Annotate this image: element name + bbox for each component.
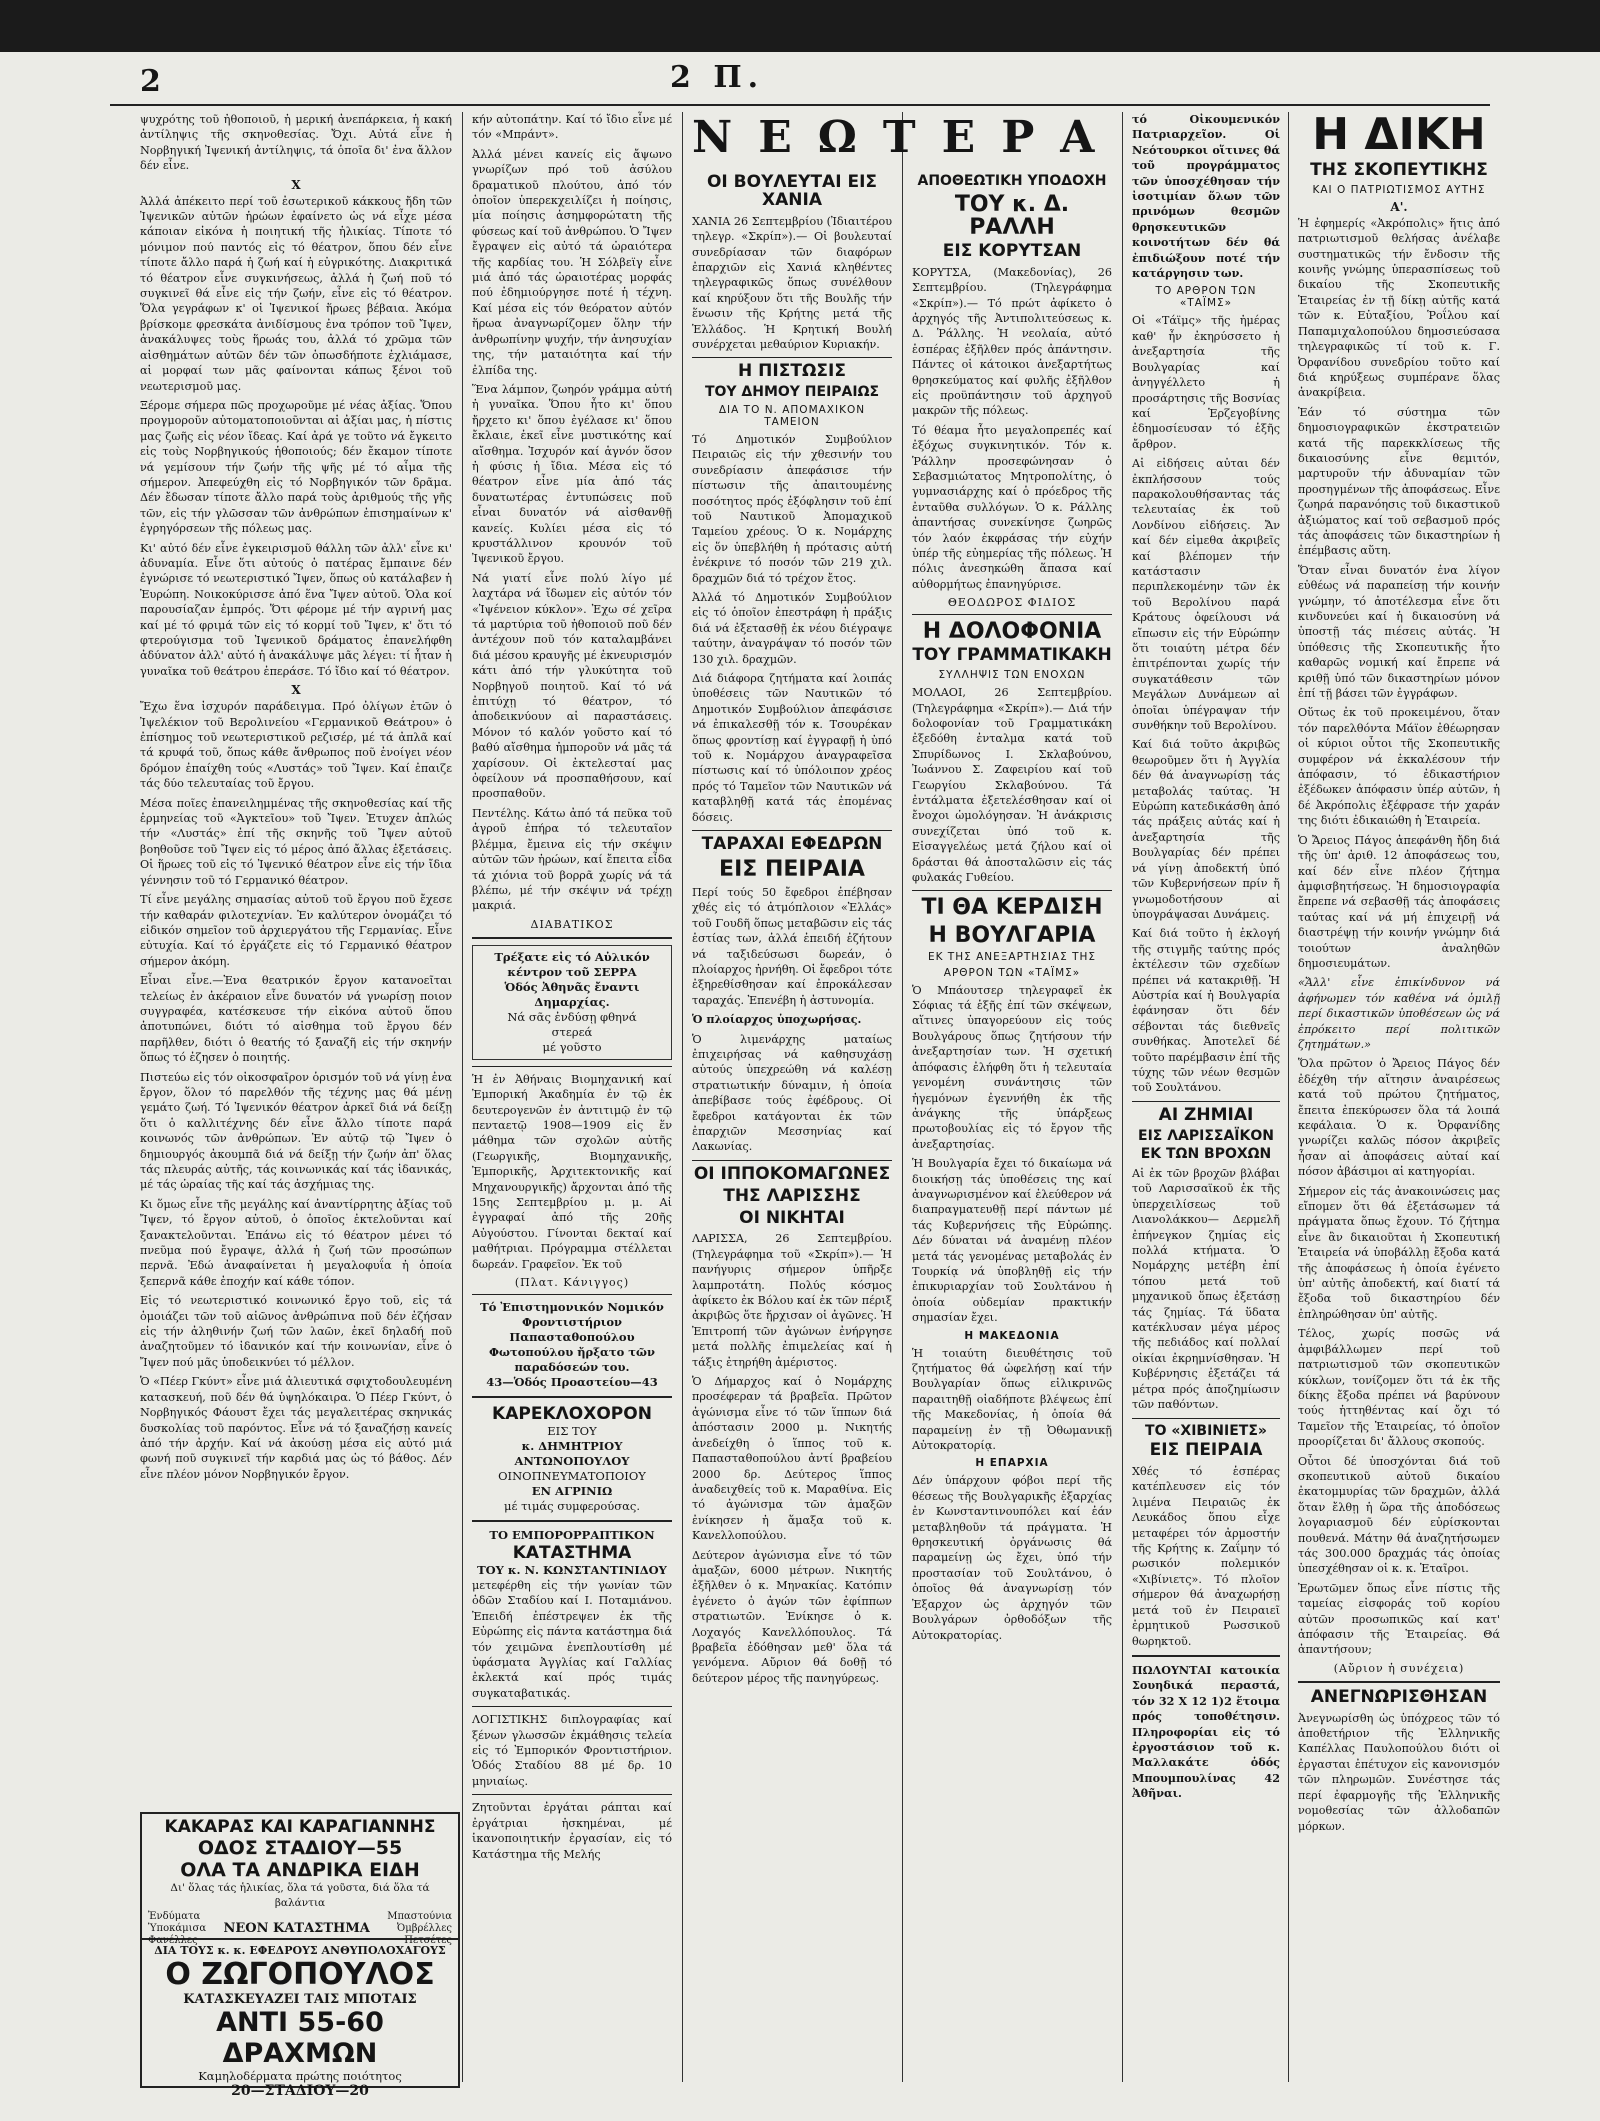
divider <box>692 1160 892 1161</box>
headline: ΤΗΣ ΣΚΟΠΕΥΤΙΚΗΣ <box>1310 160 1488 180</box>
ad-line: Ὁδός Ἀθηνᾶς ἔναντι Δημαρχίας. <box>504 979 640 1009</box>
divider <box>472 1294 672 1295</box>
ad-line: Καμηλοδέρματα πρώτης ποιότητος <box>198 2069 402 2083</box>
ad-line: ΟΙΝΟΠΝΕΥΜΑΤΟΠΟΙΟΥ <box>498 1469 646 1483</box>
ad-line: Νά σᾶς ἐνδύσῃ φθηνά <box>507 1009 637 1024</box>
paragraph: Πιστεύω εἰς τόν οἰκοσφαῖρον ὁρισμόν τοῦ νά γίνῃ ἐνα ἔργον, ὅλον τό παρελθόν τῆς τέχνης μας θά μένῃ γεμάτο ζωή. Τό Ἰψενικόν θέατρον ἀρκεῖ διά νά δείξῃ ὅτι ὁ καλλιτέχνης δέν εἶνε ἄλλο τίποτε παρά κοινωνός τῶν ἀνθρώπων. Ἐν αὐτῷ τῷ Ἴψεν ὁ δημιουργός ἀκουμπᾶ διά νά δείξῃ τήν ζωήν ἀπ' ὅλας τάς πλευράς αὐτῆς, τάς κοινωνικάς καί τάς ἰδανικάς, μέ τάς ὡραίας τῆς καί τάς ἀσχήμιας της. <box>140 1070 452 1192</box>
ad-new-store: ΝΕΟΝ ΚΑΤΑΣΤΗΜΑ <box>223 1921 370 1936</box>
paragraph: Ὁ Δήμαρχος καί ὁ Νομάρχης προσέφεραν τά βραβεῖα. Πρῶτον ἀγώνισμα εἶνε τό τῶν ἵππων διά ἀπόστασιν 2000 μ. Νικητής ἀνεδείχθη ὁ ἵππος τοῦ κ. Παπασταθοπούλου ἀντί βραβείου 2000 δρ. Δεύτερος ἵππος ἀναδειχθείς τοῦ κ. Μαραθίνα. Εἰς τό ἀγώνισμα τῶν ἁμαξῶν ἐνίκησεν ἡ ἅμαξα τοῦ κ. Κανελλοπούλου. <box>692 1375 892 1543</box>
paragraph: κήν αὐτοπάτην. Καί τό ἴδιο εἶνε μέ τόν «Μπράντ». <box>472 113 672 142</box>
headline: Η ΠΙΣΤΩΣΙΣ <box>738 361 846 382</box>
paragraph: Οὕτως ἐκ τοῦ προκειμένου, ὅταν τόν παρελθόντα Μάϊον ἐθέωρησαν οἱ κύριοι οὗτοι τῆς Σκοπευτικῆς συμφέρον νά ἐκκαλέσουν τήν ἀπόφασιν, τό ἐδικαστήριον ἐξέδωκεν ἀπόφασιν ὑπέρ αὐτῶν, ἡ δέ Ἀκρόπολις ἐξέφρασε τήν χαράν της διότι ἐδικαιώθη ἡ Ἑταιρεία. <box>1298 706 1500 828</box>
paragraph: Πεντέλης. Κάτω ἀπό τά πεῦκα τοῦ ἀγροῦ ἐπήρα τό τελευταῖον βλέμμα, ἔμεινα εἰς τήν σκέψιν αὐτῶν τῶν ἡρώων, καί ἔπειτα εἶδα τά χιόνια τοῦ βορρᾶ χωρίς νά τά βλέπω, μέ τήν σκέψιν νά τρέχῃ μακριά. <box>472 806 672 913</box>
column-3-news <box>692 170 892 2082</box>
paragraph: Ἀλλά ἀπέκειτο περί τοῦ ἐσωτερικοῦ κάκκους ἤδη τῶν Ἰψενικῶν αὐτῶν ἡρώων ἐφαίνετο ὡς νά εἶχε μέσα κάποιαν εἰκόνα ἡ ποιητική τῆς ἡλικίας. Τίποτε τό μόνιμον πού παντός εἰς τό θέατρον, ὅπου δέν εἶνε τίποτε ἄλλο παρά ἡ ζωή καί ἡ εὐγρικότης. Διακριτικά τό θέατρον εἶνε συγκινήσεως, ἀλλά ἡ ζωή ποῦ τό συγκινεῖ θά εἶνε εἰς τήν ζωήν, εἶνε εἰς τό θέατρον. Ὅλα γεγράφων κ' οἱ Ἰψενικοί ἥρωες βέβαια. Ἀκόμα βρίσκομε φρεσκάτα ἀνιδίσμους ἐνα τρόπον τοῦ Ἴψεν, ἀνακάλυψες τοὺς ἥρωάς του, ἀλλά τό χρῶμα τῶν αἰσθημάτων αὐτῶν δέν τῶν ὁπωσδήποτε ἐχλιάμασε, αἱ μορφαί των μᾶς φαίνονται κάπως ξένοι τοῦ νεωτερισμοῦ μας. <box>140 194 452 393</box>
headline: ΟΙ ΒΟΥΛΕΥΤΑΙ ΕΙΣ ΧΑΝΙΑ <box>706 172 878 210</box>
paragraph: Ὁ πλοίαρχος ὑποχωρήσας. <box>692 1012 862 1027</box>
paragraph: Οὗτοι δέ ὑποσχόνται διά τοῦ σκοπευτικοῦ αὐτοῦ δικαίου ἐκατομμυρίας τῶν δραχμῶν, ἀλλά ὅταν ἔλθῃ ἡ ὥρα τῆς ἀποδόσεως λογαριασμοῦ δέν εὑρίσκονται πουθενά. Μάτην θά ἀναζητήσωμεν τάς 300.000 δραχμάς τάς ὁποίας ὑπεσχέθησαν οἱ κ. κ. Ἑταῖροι. <box>1298 1454 1500 1576</box>
paragraph: Περί τούς 50 ἔφεδροι ἐπέβησαν χθές εἰς τό ἀτμόπλοιον «Ἑλλάς» τοῦ Γουδῆ ὅπως μεταβῶσιν εἰς τάς ἑστίας των, ἀλλά ἐπειδή ἐζήτουν νά ταξιδεύσωσι δωρεάν, ὁ πλοίαρχος ἠρνήθη. Οἱ ἔφεδροι τότε ἐξηρεθίσθησαν καί ἐπροκάλεσαν ταραχάς. Ἐπενέβη ἡ ἀστυνομία. <box>692 885 893 1007</box>
paragraph: Ὁ Ἄρειος Πάγος ἀπεφάνθη ἤδη διά τῆς ὑπ' ἀριθ. 12 ἀποφάσεως του, καί δέν εἶνε πλέον ζήτημα ἀμφισβητήσεως. Ἡ δημοσιογραφία ἔπρεπε νά σεβασθῇ τάς ἀποφάσεις ταύτας καί νά μή ἐπιχειρῇ νά διαστρέψῃ τήν κοινήν γνώμην διά τοιούτων ἀναληθῶν δημοσιευμάτων. <box>1298 833 1500 970</box>
column-rule <box>1288 112 1289 2082</box>
divider <box>1132 1655 1280 1657</box>
academy-notice: Ἡ ἐν Ἀθήναις Βιομηχανική καί Ἐμπορική Ἀκαδημία ἐν τῷ ἐκ δευτερογενῶν ἐν ἀντιτιμῷ ἐν τῷ πενταετῷ 1908—1909 εἰς ἕν μάθημα τῶν σχολῶν αὐτῆς (Γεωργικῆς, Βιομηχανικῆς, Ἐμπορικῆς, Ἀρχιτεκτονικῆς καί Μηχανουργικῆς) ἄρχονται ἀπό τῆς 15ης Σεπτεμβρίου μ. μ. Αἱ ἐγγραφαί ἀπό τῆς 20ῆς Αὐγούστου. Γίνονται δεκταί καί μαθήτριαι. Πρόγραμμα στέλλεται δωρεάν. Γραφεῖον. Ἐκ τοῦ <box>472 1072 672 1271</box>
paragraph: ΧΑΝΙΑ 26 Σεπτεμβρίου (Ἰδιαιτέρου τηλεγρ. «Σκρίπ»).— Οἱ βουλευταί συνεδρίασαν τῶν διαφόρων ἐπαρχιῶν εἰς Χανιά κληθέντες τηλεγραφικῶς ὅπως συνέλθουν καί κηρύξουν ὅτι τῆς Βουλῆς τήν ἕνωσιν τῆς Κρήτης μετά τῆς Ἑλλάδος. Ἡ Κρητική Βουλή συνέρχεται μεθαύριον Κυριακήν. <box>692 214 892 351</box>
ad-title: ΚΑΡΕΚΛΟΧΟΡΟΝ <box>492 1404 652 1424</box>
paragraph: Ὁ Μπάουτσερ τηλεγραφεῖ ἐκ Σόφιας τά ἑξῆς ἐπί τῶν σκέψεων, αἵτινες ὑπαγορεύουν εἰς τούς Βουλγάρους ὅπως ζητήσουν τήν ἀνεξαρτησίαν των. Ἡ σχετική ἀπόφασις ἐλήφθη ὅτι ἡ τελευταία γενομένη συνάντησις τῶν ἡγεμόνων ἐγεννήθη ἐκ τῆς ἀνάγκης τῆς ὑπάρξεως πρωτοβουλίας εἰς τό ἔργον τῆς ἀνεξαρτησίας. <box>912 983 1112 1151</box>
headline: ΕΙΣ ΛΑΡΙΣΣΑΪΚΟΝ <box>1138 1127 1274 1144</box>
subheadline: ΑΡΘΡΟΝ ΤΩΝ «ΤΑΪΜΣ» <box>943 966 1081 979</box>
ad-line: ΔΙΑ ΤΟΥΣ κ. κ. ΕΦΕΔΡΟΥΣ ΑΝΘΥΠΟΛΟΧΑΓΟΥΣ <box>154 1944 446 1957</box>
quotation: «Ἄλλ' εἶνε ἐπικίνδυνον νά ἀφήνωμεν τόν καθένα νά ὁμιλῇ περί δικαστικῶν ὑποθέσεων ὡς νά ἐπρόκειτο περί πολιτικῶν ζητημάτων.» <box>1298 976 1500 1051</box>
neotera-banner: ΝΕΩΤΕΡΑ <box>692 112 1121 163</box>
correspondent-signature: ΘΕΟΔΩΡΟΣ ΦΙΔΙΟΣ <box>947 596 1077 610</box>
divider <box>472 1706 672 1707</box>
ad-line: στερεά <box>551 1024 593 1039</box>
divider <box>692 830 892 831</box>
paragraph: Ὁ λιμενάρχης ματαίως ἐπιχειρήσας νά καθησυχάσῃ αὐτούς ὑπεχρεώθη νά καλέσῃ στρατιωτικήν δύναμιν, ἡ ὁποία ἀπεβίβασε τούς ἐφέδρους. Οἱ ἔφεδροι κατάγονται ἐκ τῶν ἐπαρχιῶν Μεσσηνίας καί Λακωνίας. <box>692 1032 892 1154</box>
ad-line: ΤΟ ΕΜΠΟΡΟΡΡΑΠΤΙΚΟΝ <box>489 1528 655 1542</box>
ad-item: Ἐνδύματα <box>148 1911 201 1922</box>
accounting-notice: ΛΟΓΙΣΤΙΚΗΣ διπλογραφίας καί ξένων γλωσσῶν ἐκμάθησις τελεία εἰς τό Ἐμπορικόν Φροντιστήριον. Ὁδός Σταδίου 88 μέ δρ. 10 μηνιαίως. <box>472 1713 672 1788</box>
divider <box>1132 1418 1280 1419</box>
paragraph: Ὅταν εἶναι δυνατόν ἐνα λίγον εὐθέως νά παραπείσῃ τήν κοινήν γνώμην, τό ἀποτέλεσμα εἶνε ὅτι κινδυνεύει καί ἡ δικαιοσύνη νά ὑποστῇ τάς πιέσεις αὐτάς. Ἡ ὑπόθεσις τῆς Σκοπευτικῆς ἦτο καθαρῶς νομική καί ἔπρεπε νά κριθῇ ὑπό τῶν δικαστηρίων μόνον ἐπί τῇ βάσει τῶν ἐγγράφων. <box>1298 563 1500 701</box>
ad-brand: Ο ΖΩΓΟΠΟΥΛΟΣ <box>165 1957 435 1992</box>
paragraph: Ἐάν τό σύστημα τῶν δημοσιογραφικῶν ἐκστρατειῶν κατά τῆς παρεκκλίσεως τῆς δικαιοσύνης εἶνε θεμιτόν, μαρτυροῦν τήν ἀδυναμίαν τῶν προσηγμένων τῆς ἀποφάσεως. Εἶνε ζωηρά παρανόησις τοῦ δικαστικοῦ ἀξιώματος καί τοῦ σεβασμοῦ πρός τάς ἀποφάσεις τῶν δικαστηρίων ἡ ἐπέμβασις αὕτη. <box>1298 405 1500 558</box>
paragraph: Εἰς τό νεωτεριστικό κοινωνικό ἔργο τοῦ, εἰς τά ὁμοιάζει τῶν τοῦ αἰῶνος ἀνθρώπινα ποῦ δέν ἐζήσαν εἰς τήν ἀληθινήν ζωή τῶν λαῶν, ἐκεῖ δηλαδή ποῦ ἀναζητοῦμεν τό ἰδανικόν καί τήν κοινωνίαν, εἶνε ὁ Ἴψεν πού μᾶς ὑποδεικνύει τό μέλλον. <box>140 1294 452 1369</box>
subheadline: Η ΕΠΑΡΧΙΑ <box>975 1457 1049 1470</box>
headline: ΤΗΣ ΛΑΡΙΣΣΗΣ <box>723 1185 861 1206</box>
divider <box>1298 1681 1500 1683</box>
paragraph: Ἡ ἐφημερίς «Ἀκρόπολις» ἥτις ἀπό πατριωτισμοῦ θελήσας ἀνέλαβε συστηματικῶς τήν ἔνδοσιν τῆς κοινῆς γνώμης ὑπερασπίσεως τοῦ δικαίου τῆς Σκοπευτικῆς Ἑταιρείας ἐν τῇ δίκῃ αὐτῆς κατά τῶν κ. Εὐταξίου, Ῥοΐλου καί Παπαμιχαλοπούλου δημοσιεύσασα τηλεγραφικῶς τί τοῦ κ. Γ. Ὀρφανίδου συνεδρίου τοῦτο καί διά κηρύξεως συμπέρανε ὅλας ἀνακρίβεια. <box>1298 216 1500 400</box>
paragraph: Οἱ «Τάϊμς» τῆς ἡμέρας καθ' ἦν ἐκηρύσσετο ἡ ἀνεξαρτησία τῆς Βουλγαρίας καί ἀνηγγέλλετο ἡ προσάρτησις τῆς Βοσνίας καί Ἑρζεγοβίνης ἐδημοσίευσαν τό ἑξῆς ἄρθρον. <box>1132 314 1280 451</box>
paragraph: Ἀλλά τό Δημοτικόν Συμβούλιον εἰς τό ὁποῖον ἐπεστράφη ἡ πράξις διά νά ἐξετασθῇ ἐκ νέου διέγραψε ταύτην, ἀναγράψαν τό ποσόν τῶν 130 χιλ. δραχμῶν. <box>692 590 892 666</box>
headline: ΤΟΥ ΓΡΑΜΜΑΤΙΚΑΚΗ <box>912 645 1112 666</box>
paragraph: Ἀλλά μένει κανείς εἰς ἄψωνο γνωρίζων πρό τοῦ ἀσύλου δραματικοῦ πλούτου, ἀπό τόν ὁποῖον ὑπερεκχειλίζει ἡ ποίησις, μία ποίησις ἀσημφορώτατη τῆς φύσεως καί τοῦ ἀνθρώπου. Ὁ Ἴψεν ἔγραψεν εἰς αὐτό τά ὡραιότερα τῆς καρδίας του. Ἡ Σόλβεϊγ εἶνε μιά ἀπό τάς ὡραιοτέρας μορφάς πού ἐδημιούργησε ποτέ ἡ τέχνη. Καί μέσα εἰς τόν θεόρατον αὐτόν ἥρωα ἀναγνωρίζομεν ὅλην τήν ἀνθρωπίνην ψυχήν, τήν ἀνησυχίαν της, τήν ματαιότητα καί τήν ἐλπίδα της. <box>472 147 672 377</box>
classified-ad: ΠΩΛΟΥΝΤΑΙ κατοικία Σουηδικά περαστά, τόν 32 Χ 12 1)2 ἕτοιμα πρός τοποθέτησιν. Πληροφορίαι εἰς τό ἐργοστάσιον τοῦ κ. Μαλλακάτε ὁδός Μπουμπουλίνας 42 Ἀθῆναι. <box>1132 1662 1280 1801</box>
divider <box>472 1066 672 1067</box>
column-rule <box>462 112 463 2082</box>
paragraph: Αἱ εἰδήσεις αὐται δέν ἐκπλήσσουν τούς παρακολουθήσαντας τάς τελευταίας ἐκ τοῦ Λονδίνου εἰδήσεις. Ἄν καί δέν εἰμεθα ἀκριβεῖς καί βλέπομεν τήν κατάστασιν περιπλεκομένην τῶν ἐκ τοῦ Βερολίνου παρά Κράτους ὀφείλουσι νά εἴπωσιν εἰς τήν Εὐρώπην ὅτι τοιαύτη μέτρα δέν ἐπιτρέπονται χωρίς τήν συγκατάθεσιν τῶν Μεγάλων Δυνάμεων αἱ ὁποῖαι ὑπέγραψαν τήν συνθήκην τοῦ Βερολίνου. <box>1132 457 1280 733</box>
ad-price: ΑΝΤΙ 55-60 ΔΡΑΧΜΩΝ <box>216 2007 384 2069</box>
masthead-mark: 2 Π. <box>670 60 765 95</box>
paragraph: Τέλος, χωρίς ποσῶς νά ἀμφιβάλλωμεν περί τοῦ πατριωτισμοῦ τῶν σκοπευτικῶν κύκλων, τονίζομεν ὅτι τά ἐκ τῆς δίκης ἔξοδα πρέπει νά βαρύνουν τούς ἡττηθέντας καί ὄχι τό Ταμεῖον τῆς Ἑταιρείας, τό ὁποῖον προορίζεται δι' ἄλλους σκοπούς. <box>1298 1327 1500 1449</box>
divider <box>1132 1101 1280 1102</box>
paragraph: Διά διάφορα ζητήματα καί λοιπάς ὑποθέσεις τῶν Ναυτικῶν τό Δημοτικόν Συμβούλιον ἀπεφάσισε νά ἐπικαλεσθῇ τόν κ. Τσουρέκαν ὅπως φροντίσῃ καί ἐγγραφῇ ἡ ὑπό τοῦ κ. Νομάρχου ἀναγραφεῖσα πίστωσις καί τό ὑπόλοιπον χρέος πρός τό Ταμεῖον τῶν Ναυτικῶν νά καταβληθῇ κατά τάς ἐπομένας δόσεις. <box>692 671 892 824</box>
ad-address: ΟΔΟΣ ΣΤΑΔΙΟΥ—55 <box>197 1837 403 1859</box>
ad-slogan: ΟΛΑ ΤΑ ΑΝΔΡΙΚΑ ΕΙΔΗ <box>180 1859 420 1881</box>
paragraph: ΜΟΛΑΟΙ, 26 Σεπτεμβρίου. (Τηλεγράφημα «Σκρίπ»).— Διά τήν δολοφονίαν τοῦ Γραμματικάκη ἐξεδόθη ἐνταλμα κατά τοῦ Σπυρίδωνος Ι. Σκλαβούνου, Ἰωάννου Σ. Ζαφειρίου καί τοῦ Γεωργίου Σκλαβούνου. Τά ἐντάλματα ἐξετελέσθησαν καί οἱ ἔνοχοι ὡμολόγησαν. Ἡ ἀνάκρισις συνεχίζεται ὑπό τοῦ κ. Εἰσαγγελέως μετά ζήλου καί οἱ δράσται θά ἀποσταλῶσιν εἰς τάς φυλακάς Γυθείου. <box>912 686 1112 885</box>
ad-item: Πετσέτες <box>404 1935 452 1946</box>
headline: ΑΝΕΓΝΩΡΙΣΘΗΣΑΝ <box>1310 1686 1488 1707</box>
paragraph: Εἶναι εἶνε.—Ἑνα θεατρικόν ἔργον κατανοεῖται τελείως ἐν ἀκέραιον εἶνε δυνατόν νά γνωρίσῃ ποιον συγγραφέα, κατέσκευσε τήν εἰκόνα αὐτοῦ ὅπου ἀποτυπώνει, διότι τό αἰσθημα τοῦ ἔργου δέν παρῆλθεν, διότι ὁ θεατής τό ξαναζῆ εἰς τήν σκηνήν ὅπως τό ἐζησεν ὁ ποιητής. <box>140 974 452 1065</box>
headline-trial: Η ΔΙΚΗ <box>1312 109 1486 160</box>
ad-line: ΚΑΤΑΣΚΕΥΑΖΕΙ ΤΑΙΣ ΜΠΟΤΑΙΣ <box>183 1992 417 2007</box>
headline: ΤΙ ΘΑ ΚΕΡΔΙΣΗ <box>921 895 1103 921</box>
ad-line: ΤΟΥ κ. Ν. ΚΩΝΣΤΑΝΤΙΝΙΔΟΥ <box>477 1563 667 1577</box>
ad-item: Φανέλλες <box>148 1935 198 1946</box>
headline: Η ΒΟΥΛΓΑΡΙΑ <box>928 922 1096 948</box>
headline: ΤΟ «ΧΙΒΙΝΙΕΤΣ» <box>1145 1422 1267 1439</box>
ad-line: ΕΝ ΑΓΡΙΝΙΩ <box>531 1484 613 1498</box>
subheadline: ΚΑΙ Ο ΠΑΤΡΙΩΤΙΣΜΟΣ ΑΥΤΗΣ <box>1312 183 1486 196</box>
divider <box>692 357 892 358</box>
headline: ΕΙΣ ΚΟΡΥΤΣΑΝ <box>942 240 1082 261</box>
tutoring-notice: Τό Ἐπιστημονικόν Νομικόν Φροντιστήριον Παπασταθοπούλου Φωτοπούλου ἤρξατο τῶν παραδόσεών του. <box>480 1300 664 1374</box>
continuation-note: (Αὔριον ἡ συνέχεια) <box>1333 1661 1465 1675</box>
headline: ΑΠΟΘΕΩΤΙΚΗ ΥΠΟΔΟΧΗ <box>917 173 1107 189</box>
paragraph: Ἀνεγνωρίσθη ὡς ὑπόχρεος τῶν τό ἀποθετήριον τῆς Ἑλληνικῆς Καπέλλας Παυλοπούλου διότι οἱ ἐργασται ἐπέτυχον εἰς κανονισμόν τῶν πληρωμῶν. Συνέστησε τάς περί ἐφαρμογῆς τῆς Ἑλληνικῆς νομοθεσίας τῶν ἀλλοδαπῶν μόρκων. <box>1298 1711 1500 1833</box>
ad-line: Δι' ὅλας τάς ἡλικίας, ὅλα τά γοῦστα, διά ὅλα τά βαλάντια <box>170 1882 430 1909</box>
column-1-ibsen-article <box>140 112 452 1802</box>
column-rule <box>682 112 683 2082</box>
subheadline: ΤΟ ΑΡΘΡΟΝ ΤΩΝ «ΤΑΪΜΣ» <box>1155 285 1257 310</box>
divider <box>472 1396 672 1398</box>
subheadline: Η ΜΑΚΕΔΟΝΙΑ <box>964 1329 1060 1342</box>
paragraph: Σήμερον εἰς τάς ἀνακοινώσεις μας εἴπομεν ὅτι θά ἐξετάσωμεν τά πράγματα ὅπως ἔχουν. Τό ζήτημα εἶνε ἂν δικαιοῦται ἡ Σκοπευτική Ἑταιρεία νά ὑποβάλλῃ ἔξοδα κατά τῆς ἀποφάσεως ἡ ὁποία ἐγένετο ὑπ' αὐτῆς ἀποδεκτή, καί διατί τά ἔξοδα τοῦ δικαστηρίου δέν ἐπληρώθησαν ὑπ' αὐτῆς. <box>1298 1184 1500 1321</box>
headline: ΑΙ ΖΗΜΙΑΙ <box>1158 1104 1254 1125</box>
ad-address: 20—ΣΤΑΔΙΟΥ—20 <box>231 2083 369 2099</box>
paragraph: Ἡ τοιαύτη διευθέτησις τοῦ ζητήματος θά ὠφελήσῃ καί τήν Βουλγαρίαν ὅπως εἰλικρινῶς παραιτηθῇ οἱαδήποτε βλέψεως ἐπί τῆς Μακεδονίας, ἡ ὁποία θά παραμείνῃ ἐν τῇ Ὀθωμανικῇ Αὐτοκρατορίᾳ. <box>912 1346 1112 1453</box>
ad-title: ΚΑΤΑΣΤΗΜΑ <box>512 1543 632 1563</box>
paragraph: Δέν ὑπάρχουν φόβοι περί τῆς θέσεως τῆς Βουλγαρικῆς ἐξαρχίας ἐν Κωνσταντινουπόλει καί ἐάν μεταβληθοῦν τά πράγματα. Ἡ θρησκευτική ὀργάνωσις θά παραμείνῃ ὡς ἔχει, ὑπό τήν προστασίαν τοῦ Σουλτάνου, ὁ ὁποῖος θά ἀναγνωρίσῃ τόν Ἐξαρχον ὡς ἀρχηγόν τῶν Βουλγάρων ὀρθοδόξων τῆς Αὐτοκρατορίας. <box>912 1474 1112 1642</box>
paragraph: Τό Δημοτικόν Συμβούλιον Πειραιῶς εἰς τήν χθεσινήν του συνεδρίασιν ἀπεφάσισε τήν πίστωσιν τῆς ἀπαιτουμένης ποσότητος πρός ἐξόφλησιν τοῦ ἐπί τοῦ Ναυτικοῦ Ἀπομαχικοῦ Ταμείου χρέους. Ὁ κ. Νομάρχης εἰς ὅν ὑπεβλήθη ἡ πρότασις αὐτή ἐνέκρινε τό ποσόν τῶν 219 χιλ. δραχμῶν διά τό τρέχον ἔτος. <box>692 432 892 585</box>
ad-line: ΕΙΣ ΤΟΥ <box>547 1424 597 1438</box>
ad-line: κ. ΔΗΜΗΤΡΙΟΥ ΑΝΤΩΝΟΠΟΥΛΟΥ <box>514 1439 630 1468</box>
tutoring-address: 43—Ὁδός Προαστείου—43 <box>486 1375 658 1389</box>
ad-item: Ὑποκάμισα <box>148 1923 207 1934</box>
ad-item: Ὀμβρέλλες <box>397 1923 452 1934</box>
paragraph: Ἐρωτῶμεν ὅπως εἶνε πίστις τῆς ταμείας εἰσφοράς τοῦ κορίου αὐτῶν προσωπικῶς καί κατ' ἀπόφασιν τῆς Ἑταιρείας. Θά ἀπαντήσουν; <box>1298 1581 1500 1657</box>
column-rule <box>1122 112 1123 2082</box>
headline: ΕΙΣ ΠΕΙΡΑΙΑ <box>719 856 865 882</box>
paragraph: Κι ὅμως εἶνε τῆς μεγάλης καί ἀναντίρρητης ἀξίας τοῦ Ἴψεν, τό ἔργον αὐτοῦ, ὁ ὁποῖος ἐκτελοῦνται καί ξανακτελοῦνται. Ἐπάνω εἰς τό θέατρον μένει τό πνεῦμα πού ἔγραψε, ἀλλά ἡ ζωή τῶν προσώπων περνᾶ. Ἐδώ ἀναφαίνεται ἡ μεγαλοφυΐα ἡ ὁποία ξεπερνᾶ κάθε ἐποχήν καί κάθε τόπον. <box>140 1197 452 1288</box>
headline: ΤΟΥ κ. Δ. ΡΑΛΛΗ <box>954 191 1070 240</box>
paragraph: Ἡ Βουλγαρία ἔχει τό δικαίωμα νά διοικήσῃ τάς ὑποθέσεις της καί ἀναγνωρισμένον καί ἐλεύθερον νά διαπραγματευθῇ περί πάντων μέ τάς Κυβερνήσεις τῆς Εὐρώπης. Δέν δύναται νά ἀναμένῃ πλέον μετά τάς γενομένας μεταβολάς ἐν Τουρκίᾳ νά ὑποβληθῇ εἰς τήν ἐπικυριαρχίαν τοῦ Σουλτάνου ἡ ὁποία οὐδεμίαν πρακτικήν σημασίαν ἔχει. <box>912 1157 1112 1325</box>
headline: ΤΑΡΑΧΑΙ ΕΦΕΔΡΩΝ <box>701 834 883 855</box>
paragraph: ΚΟΡΥΤΣΑ, (Μακεδονίας), 26 Σεπτεμβρίου. (Τηλεγράφημα «Σκρίπ»).— Τό πρώτ ἀφίκετο ὁ ἀρχηγός τῆς Ἀντιπολιτεύσεως κ. Δ. Ῥάλλης. Ἡ νεολαία, αὐτό ἑσπέρας ἐξῆλθεν πρός ἀπάντησιν. Πάντες οἱ κάτοικοι ἀνεξαρτήτως θρησκεύματος καί φυλῆς ἐξῆλθον εἰς προϋπάντησιν τοῦ ἀρχηγοῦ μακρῶν τῆς πόλεως. <box>912 265 1112 418</box>
paragraph: Ξέρομε σήμερα πῶς προχωροῦμε μέ νέας ἀξίας. Ὅπου προγμοροῦν αὐτοματοποιοῦνται αἱ ἀξίαι μας, ἡ πίστις μας ζωῆς εἰς νέον ἴδεας. Καί ἀρά γε τοῦτο νά ἔγκειτο εἰς τοὺς Νορβηγικούς ἡθοποιούς; δέν ἔκαμον τίποτε νά γεμίσουν τήν ζωήν τῆς ψῆς μέ τό αἷμα τῆς σήμερον. Ἀπεφεύχθη εἰς τό Νορβηγικόν τῶν δρᾶμα. Δέν ἔδωσαν τίποτε ἄλλο παρά τοὺς ἀριθμούς τῆς γῆς τῶν, εἰς τήν γλῶσσαν τῶν ἀνθρώπων ἐπισημαίνων κ' ἐγρηγόρσεων τῆς πόλεως μας. <box>140 398 452 536</box>
paragraph: Χθές τό ἑσπέρας κατέπλευσεν εἰς τόν λιμένα Πειραιῶς ἐκ Λευκάδος ὅπου εἶχε μεταφέρει τόν ἀρμοστήν τῆς Κρήτης κ. Ζαΐμην τό ρωσικόν πολεμικόν «Χιβίνιετς». Τό πλοῖον σήμερον θά ἀναχωρήσῃ μετά τοῦ ἐν Πειραιεῖ ἐρμητικοῦ Ρωσσικοῦ θωρηκτοῦ. <box>1132 1465 1280 1648</box>
notice-signature: (Πλατ. Κάνιγγος) <box>514 1276 630 1289</box>
headline: ΟΙ ΙΠΠΟΚΟΜΑΓΩΝΕΣ <box>693 1163 891 1184</box>
column-5-news <box>1132 112 1280 2082</box>
divider <box>472 1794 672 1795</box>
paragraph: Κι' αὐτό δέν εἶνε ἐγκειρισμοῦ θάλλη τῶν ἀλλ' εἶνε κι' ἀδυναμία. Εἶνε ὅτι αὐτούς ὁ πατέρας ἔμπαινε δέν ἐγνώρισε τό νεωτεριστικό Ἴψεν, ὅπως οὐ κατάλαβεν ἡ Ἐυρώπη. Νοικοκύρισσε ἀπό ἕνα Ἴψεν αὐτοῦ. Ὁλα κοί παρουσίαζαν ἐμπρός. Ὅτι φέρομε μέ τήν αγρινή μας καί μέ τό φριμά τῶν εἰς τό κορμί τοῦ Ἴψεν, κ' ὅτι τό φτερούγισμα τοῦ Ἰψενικοῦ δράματος ἐπανελήφθη ἀδύνατον ἀλλ' αὐτό ἡ ἀνακάλυψε μᾶς λέγει: τί ἦταν ἡ γυναῖκα τοῦ θεάτρου ἐπεράσε. Τό ἴδιο καί τό θέατρον. <box>140 541 452 678</box>
paragraph: Τί εἶνε μεγάλης σημασίας αὐτοῦ τοῦ ἔργου ποῦ ἔχεσε τήν καθαράν φιλοτεχνίαν. Ἑν καλύτερον ὀνομάζει τό εἰδικόν σημεῖον τοῦ ἀρχιεργάτου τῆς Γερμανίας. Εἶνε εὐτυχία. Καί τό ἐργάζετε εἰς τό Γερμανικό θέατρον σήμερον ἀκόμη. <box>140 893 452 968</box>
paragraph: Αἱ ἐκ τῶν βροχῶν βλάβαι τοῦ Λαρισσαϊκοῦ ἐκ τῆς ὑπερχειλίσεως τοῦ Λιανολάκκου— Δερμελῆ ἐπήνεγκον ζημίας εἰς πολλά κτήματα. Ὁ Νομάρχης μετέβη ἐπί τόπου μετά τοῦ μηχανικοῦ ὅπως ἐξετάσῃ τάς ζημίας. Τά ὕδατα κατέκλυσαν μέγα μέρος τῆς πεδιάδος καί πολλαί οἰκίαι ἐκρημνίσθησαν. Ἡ Κυβέρνησις ἐξετάζει τά μέτρα πρός ἀποζημίωσιν τῶν παθόντων. <box>1132 1167 1280 1412</box>
divider <box>912 890 1112 891</box>
page-number: 2 <box>140 64 161 99</box>
paragraph: Δεύτερον ἀγώνισμα εἶνε τό τῶν ἀμαξῶν, 6000 μέτρων. Νικητής ἐξῆλθεν ὁ κ. Μηνακίας. Κατόπιν ἐγένετο ὁ ἀγών τῶν ἐφίππων στρατιωτῶν. Ἐνίκησε ὁ κ. Λοχαγός Κανελλόπουλος. Τά βραβεῖα ἐδόθησαν μεθ' ὅλα τά γενόμενα. Αὔριον θά δοθῇ τό δεύτερον μέρος τῆς πανηγύρεως. <box>692 1548 892 1685</box>
ad-line: μέ τιμάς συμφερούσας. <box>503 1499 640 1513</box>
paragraph: μετεφέρθη εἰς τήν γωνίαν τῶν ὁδῶν Σταδίου καί Ι. Ποταμιάνου. Ἐπειδή ἐπέστρεψεν ἐκ τῆς Εὐρώπης εἰς πάντα κατάστημα διά τόν χειμῶνα ἐνεπλουτίσθη μέ ὑφάσματα Ἀγγλίας καί Γαλλίας ἐκλεκτά καί πρός τιμάς συγκαταβατικάς. <box>472 1579 672 1700</box>
headline: ΕΚ ΤΩΝ ΒΡΟΧΩΝ <box>1140 1146 1272 1163</box>
zogopoulos-boots-ad <box>140 1940 460 2099</box>
paragraph: Νά γιατί εἶνε πολύ λίγο μέ λαχτάρα νά ἴδωμεν εἰς αὐτόν τόν «Ἰψένειον κύκλον». Ἐχω σέ χεῖρα τά μαρτύρια τοῦ ἡθοποιοῦ ποῦ δέν ἀντέχουν ποῦ τόν καταλαμβάνει διά μέσου κραυγῆς μέ ἐκνευρισμόν κάτι ἀπό τήν γλυκύτητα τοῦ Νορβηγοῦ ποιητοῦ. Καί τό νά ἐπιτύχῃ τό θέατρον, τό ἀποδεικνύουν αἱ παραστάσεις. Μόνον τό καλόν γοῦστο καί τό βαθύ αἴσθημα ἠμποροῦν νά μᾶς τά χαρίσουν. Οἱ ἐκτελεσταί μας ὀφείλουν νά προσπαθήσουν, καί προσπαθοῦν. <box>472 571 672 801</box>
page-header <box>110 62 1490 106</box>
scan-top-bar <box>0 0 1600 52</box>
headline: ΤΟΥ ΔΗΜΟΥ ΠΕΙΡΑΙΩΣ <box>704 384 880 401</box>
paragraph: Ἕνα λάμπον, ζωηρόν γράμμα αὐτή ἡ γυναῖκα. Ὅπου ἦτο κι' ὅπου ἤρχετο κι' ὅπου ἐγέλασε κι' ὅπου ἔκλαιε, ἐκεῖ εἶνε μυστικότης καί αἴσθημα. Ἰσχυρόν καί ἁγνόν ὅσον ἡ φύσις ἡ ἴδια. Μέσα εἰς τό θέατρον εἶνε μία ἀπό τάς δυνατωτέρας ἐντυπώσεις ποῦ εἶναι δυνατόν νά αἰσθανθῇ κανείς. Κυλίει μέσα εἰς τό κρυστάλλινον κρουνόν τοῦ Ἰψενικοῦ ἔργου. <box>472 382 672 566</box>
divider <box>472 1520 672 1522</box>
headline: ΟΙ ΝΙΚΗΤΑΙ <box>739 1207 845 1228</box>
column-rule <box>902 112 903 2082</box>
divider <box>472 937 672 939</box>
newspaper-page <box>140 109 1500 2099</box>
divider <box>912 614 1112 615</box>
column-2-content <box>472 112 672 1861</box>
paragraph: Ἔχω ἕνα ἰσχυρόν παράδειγμα. Πρό ὀλίγων ἐτῶν ὁ Ἰψελέκιον τοῦ Βερολινείου «Γερμανικοῦ Θεάτρου» ὁ ἐπίσημος τοῦ νεωτεριστικοῦ ρεζισέρ, μέ τά ἀπλᾶ καί τά κρυφά τοῦ, ὅπως κάθε ἄνθρωπος ποῦ ἐνοίγει νέον δρόμον ἐπαίχθη τούς «Λυστάς» τοῦ Ἴψεν. Καί ἐπαιζε τάς δύο τελευταίας τοῦ ἔργου. <box>140 700 452 791</box>
ad-title: ΚΑΚΑΡΑΣ ΚΑΙ ΚΑΡΑΓΙΑΝΝΗΣ <box>164 1817 436 1837</box>
column-4-news <box>912 170 1112 2082</box>
author-signature: ΔΙΑΒΑΤΙΚΟΣ <box>530 917 614 931</box>
ad-line: μέ γοῦστο <box>542 1039 602 1054</box>
paragraph: Καί διά τοῦτο ἡ ἐκλογή τῆς στιγμῆς ταύτης πρός ἐκτέλεσιν τῶν σχεδίων πρέπει νά κατακριθῇ. Ἡ Αὐστρία καί ἡ Βουλγαρία ἐφάνησαν ὅτι δέν σέβονται τάς διεθνεῖς συνθήκας. Ἀποτελεῖ δέ τοῦτο παρέμβασιν ἐπί τῆς τύχης τῶν νέων θεσμῶν τοῦ Σουλτάνου. <box>1132 927 1280 1095</box>
part-label: Α'. <box>1390 199 1408 214</box>
workers-wanted-notice: Ζητοῦνται ἐργάται ράπται καί ἐργάτριαι ἡσκημέναι, μέ ἱκανοποιητικήν ἐργασίαν, εἰς τό Κατάστημα τῆς Μελής <box>472 1801 672 1861</box>
paragraph: Μέσα ποῖες ἐπανειλημμένας τῆς σκηνοθεσίας καί τῆς ἑρμηνείας τοῦ «Ἀγκτεῖου» τοῦ Ἴψεν. Ἐτυχεν ἀπλώς τήν «Λυστάς» ἐπί τῆς σκηνῆς τοῦ Ἴψεν αὐτοῦ βοηθοῦσε τοῦ Ἴψεν εἰς τό μέρος ἀπό ἄλλας ἐξετάσεις. Οἱ ἥρωες τοῦ εἰς τό Ἰψενικό θέατρον εἶνε εἰς τήν ἴδια γέννησιν τοῦ τό Γερμανικό θέατρον. <box>140 796 452 887</box>
headline: Η ΔΟΛΟΦΟΝΙΑ <box>922 619 1102 645</box>
subheadline: ΔΙΑ ΤΟ Ν. ΑΠΟΜΑΧΙΚΟΝ ΤΑΜΕΙΟΝ <box>718 403 866 428</box>
paragraph: ΛΑΡΙΣΣΑ, 26 Σεπτεμβρίου. (Τηλεγράφημα τοῦ «Σκρίπ»).— Ἡ πανήγυρις σήμερον ὑπῆρξε λαμπροτάτη. Πολύς κόσμος ἀφίκετο ἐκ Βόλου καί ἐκ τῶν πέριξ ἀκριβῶς ὅτε ἤρχισαν οἱ ἀγῶνες. Ἡ Ἐπιτροπή τῶν ἀγώνων ἐνήργησε μετά πολλῆς ἐπιμελείας καί ἡ τάξις ἐτηρήθη ἀμέριστος. <box>692 1232 892 1369</box>
paragraph: Καί διά τοῦτο ἀκριβῶς θεωροῦμεν ὅτι ἡ Ἀγγλία δέν θά ἀναγνωρίσῃ τάς μεταβολάς ταύτας. Ἡ Εὐρώπη κατεδικάσθη ἀπό τάς πράξεις αὐτάς καί ἡ ἀνεξαρτησία τῆς Βουλγαρίας δέν πρέπει νά γίνῃ ἀποδεκτή ὑπό τῶν Κυβερνήσεων πρίν ἤ γνωμοδοτήσουν αἱ ὑπογράψασαι Δυνάμεις. <box>1132 738 1280 921</box>
paragraph: ψυχρότης τοῦ ἠθοποιοῦ, ἡ μερική ἀνεπάρκεια, ἡ κακή ἀντίληψις τῆς σκηνοθεσίας. Ὄχι. Αὐτά εἶνε ἡ Νορβηγική Ἰψενική ἀντίληψις, τά ὁποῖα δι' ἐνα ἄλλον δέν εἶνε. <box>140 113 452 173</box>
subheadline: ΕΚ ΤΗΣ ΑΝΕΞΑΡΤΗΣΙΑΣ ΤΗΣ <box>927 950 1097 963</box>
column-6-shooting-trial <box>1298 109 1500 2082</box>
bottom-advertisements <box>140 1812 460 2099</box>
headline: ΕΙΣ ΠΕΙΡΑΙΑ <box>1149 1440 1263 1461</box>
section-separator: X <box>291 683 301 698</box>
paragraph: τό Οἰκουμενικόν Πατριαρχεῖον. Οἱ Νεότουρκοι οἵτινες θά τοῦ προγράμματος τῶν ὑποσχέθησαν τήν ἰσοτιμίαν ὅλων τῶν πρινόμων θεσμῶν θρησκευτικῶν κοινοτήτων δέν θά ἐπιδιώξουν ποτέ τήν κατάργησιν των. <box>1132 112 1280 281</box>
subheadline: ΣΥΛΛΗΨΙΣ ΤΩΝ ΕΝΟΧΩΝ <box>938 669 1086 682</box>
serra-advertisement <box>472 945 672 1060</box>
kakaras-karagiannis-ad <box>140 1812 460 1946</box>
section-separator: X <box>291 177 301 192</box>
ad-line: Τρέξατε εἰς τό Αὐλικόν κέντρον τοῦ ΣΕΡΡΑ <box>494 949 650 979</box>
paragraph: Τό θέαμα ἦτο μεγαλοπρεπές καί ἐξόχως συγκινητικόν. Τόν κ. Ῥάλλην προσεφώνησαν ὁ Σεβασμιώτατος Μητροπολίτης, ὁ γυμνασιάρχης καί ὁ πρόεδρος τῆς ἐνταῦθα συλλόγων. Ὁ κ. Ράλλης ἀπαντήσας συνεκίνησε ζωηρῶς τόν λαόν ἐκφράσας τήν εὐχήν ὑπέρ τῆς εὐημερίας τῆς πόλεως. Ἡ πόλις ἀνεσηκώθη ἅπασα καί αὐθορμήτως ἐπανηγύρισε. <box>912 423 1112 591</box>
ad-item: Μπαστούνια <box>387 1911 452 1922</box>
paragraph: Ὁ «Πέερ Γκύντ» εἶνε μιά ἀλιευτικά σφιχτοδουλευμένη κατασκευή, ποῦ δέν θά ὑψηλόκαιρα. Ὁ Πέερ Γκύντ, ὁ Νορβηγικός Φάουστ ἔχει τάς μεγαλειτέρας σκηνικάς δυσκολίας τοῦ παρόντος. Εἶνε νά τό ξαναζήσῃ κανείς ἀπό τήν ἀρχήν. Καί νά ἀκούσῃ μέσα εἰς αὐτό μιά φωνή ποῦ συγκινεῖ τήν καρδιά μας ὡς τό βάθος. Δέν εἶνε πλέον μόνον Νορβηγικόν ἔργον. <box>140 1375 452 1481</box>
paragraph: Ὅλα πρῶτον ὁ Ἄρειος Πάγος δέν ἐδέχθη τήν αἴτησιν ἀναιρέσεως κατά τοῦ πρώτου ζητήματος, ἔπειτα ἐπεκύρωσεν ὅλα τά λοιπά κεφάλαια. Ὁ κ. Ὀρφανίδης γνωρίζει καλῶς πόσον ἀκριβεῖς ἦσαν αἱ ἀποφάσεις αὐταί καί πόσον ἀβάσιμοι αἱ κατηγορίαι. <box>1298 1057 1500 1179</box>
